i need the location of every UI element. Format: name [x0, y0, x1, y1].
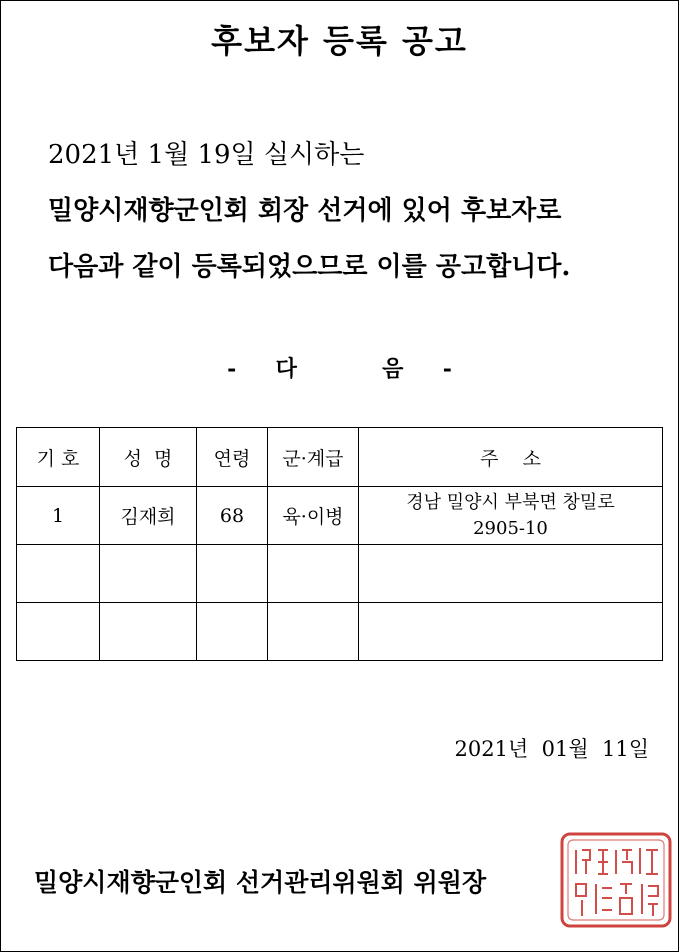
announcement-line-2: 밀양시재향군인회 회장 선거에 있어 후보자로: [48, 196, 562, 226]
cell-number: 1: [17, 487, 100, 545]
cell-name: [100, 545, 197, 603]
announcement-line-3: 다음과 같이 등록되었으므로 이를 공고합니다.: [48, 252, 571, 282]
candidate-table: [16, 427, 663, 661]
table-row: [17, 603, 663, 661]
header-rank: 군·계급: [268, 428, 359, 487]
announcement-line-1: 2021년 1월 19일 실시하는: [48, 140, 365, 170]
header-number: 기 호: [17, 428, 100, 487]
table-row: [17, 545, 663, 603]
heading-char-1: 다: [275, 356, 297, 382]
cell-age: [197, 603, 268, 661]
header-age: 연령: [197, 428, 268, 487]
cell-address: [359, 545, 663, 603]
cell-name: [100, 603, 197, 661]
announcement-date: 2021년 01월 11일: [454, 737, 649, 761]
cell-rank: 육·이병: [268, 487, 359, 545]
cell-number: [17, 603, 100, 661]
cell-age: [197, 545, 268, 603]
heading-char-2: 음: [382, 356, 404, 382]
header-address: 주 소: [359, 428, 663, 487]
cell-address: [359, 487, 663, 545]
heading-dash-right: -: [442, 356, 452, 382]
table-row: [17, 487, 663, 545]
cell-age: 68: [197, 487, 268, 545]
official-seal: [558, 828, 676, 932]
header-name: 성 명: [100, 428, 197, 487]
cell-number: [17, 545, 100, 603]
heading-dash-left: -: [227, 356, 237, 382]
issuer-signature: 밀양시재향군인회 선거관리위원회 위원장: [34, 868, 487, 897]
table-header-row: [17, 428, 663, 487]
cell-rank: [268, 603, 359, 661]
cell-address: [359, 603, 663, 661]
document-title: 후보자 등록 공고: [211, 22, 468, 60]
address-line-1: 경남 밀양시 부북면 창밀로: [406, 491, 615, 513]
address-line-2: 2905-10: [473, 517, 548, 539]
cell-rank: [268, 545, 359, 603]
section-heading: [0, 352, 679, 383]
cell-name: 김재희: [100, 487, 197, 545]
